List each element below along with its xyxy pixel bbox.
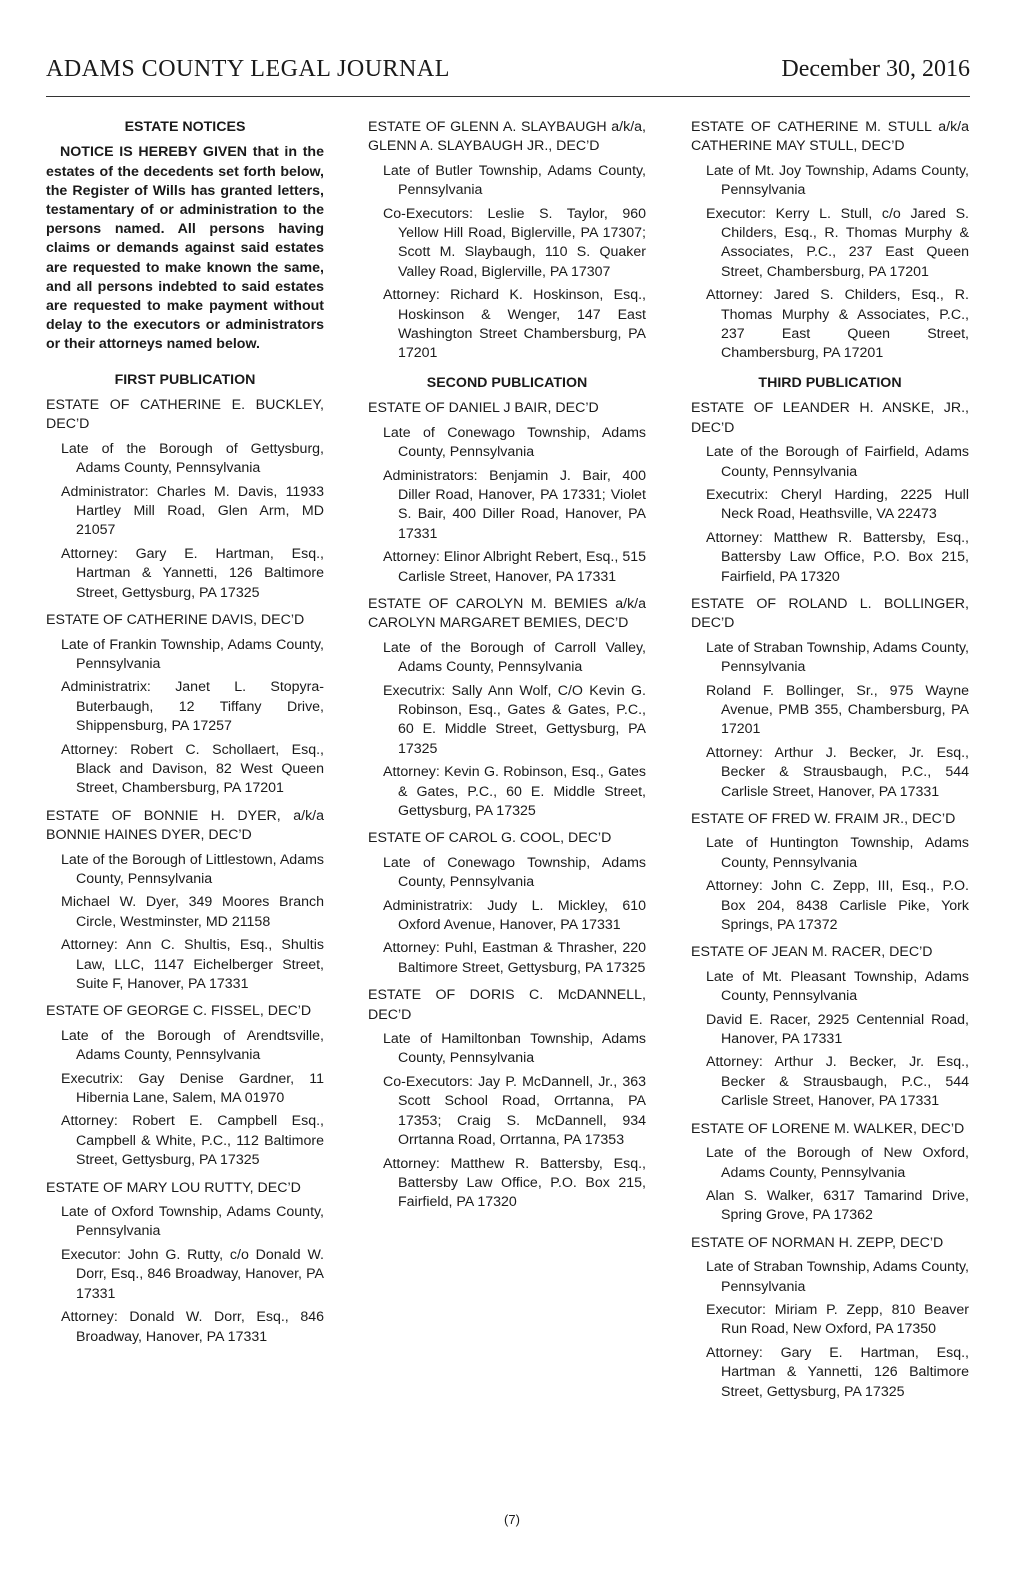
estate-name: ESTATE OF CATHERINE DAVIS, DEC’D: [46, 612, 305, 629]
estate-detail: Alan S. Walker, 6317 Tamarind Drive, Spring Grove, PA 17362: [706, 1187, 969, 1224]
estate-notice: [691, 943, 969, 1111]
section-heading: SECOND PUBLICATION: [426, 374, 588, 391]
estate-detail: Late of Conewago Township, Adams County, Pennsylvania: [383, 424, 646, 461]
estate-name: ESTATE OF DORIS C. McDANNELL, DEC’D: [368, 987, 646, 1023]
estate-detail: Late of Huntington Township, Adams County, Pennsylvania: [706, 835, 969, 871]
issue-date: December 30, 2016: [781, 56, 970, 82]
estate-detail: Executrix: Cheryl Harding, 2225 Hull Neck Road, Heathsville, VA 22473: [706, 486, 969, 523]
section-heading: FIRST PUBLICATION: [114, 371, 256, 388]
estate-notice: [368, 829, 646, 978]
estate-notice: [368, 399, 646, 587]
estate-detail: Attorney: Jared S. Childers, Esq., R. Thomas Murphy & Associates, P.C., 237 East Queen Street, Chambersburg, PA 17201: [706, 287, 969, 362]
estate-detail: Attorney: Kevin G. Robinson, Esq., Gates & Gates, P.C., 60 E. Middle Street, Gettysburg, PA 17325: [383, 764, 646, 819]
masthead: [46, 52, 970, 97]
estate-detail: Late of Oxford Township, Adams County, Pennsylvania: [61, 1204, 324, 1240]
estate-detail: Attorney: Gary E. Hartman, Esq., Hartman & Yannetti, 126 Baltimore Street, Gettysburg, PA 17325: [706, 1344, 969, 1400]
notices-heading: ESTATE NOTICES: [124, 119, 246, 135]
estate-detail: Michael W. Dyer, 349 Moores Branch Circle, Westminster, MD 21158: [61, 894, 324, 930]
estate-detail: Administratrix: Janet L. Stopyra-Buterbaugh, 12 Tiffany Drive, Shippensburg, PA 17257: [61, 679, 324, 735]
estate-name: ESTATE OF DANIEL J BAIR, DEC’D: [368, 400, 599, 417]
estate-detail: Late of Conewago Township, Adams County, Pennsylvania: [383, 854, 646, 891]
estate-notice: [46, 1179, 324, 1347]
estate-detail: Attorney: Richard K. Hoskinson, Esq., Hoskinson & Wenger, 147 East Washington Street Chambersburg, PA 17201: [383, 287, 646, 362]
notice-intro: NOTICE IS HEREBY GIVEN that in the estates of the decedents set forth below, the Register of Wills has granted letters, testamentary of or administration to the persons named. All persons having claims or demands against said estates are requested to make known the same, and all persons indebted to said estates are requested to make payment without delay to the executors or administrators or their attorneys named below.: [46, 144, 324, 353]
estate-detail: Attorney: Robert C. Schollaert, Esq., Black and Davison, 82 West Queen Street, Chambersburg, PA 17201: [61, 741, 324, 797]
estate-detail: Late of Frankin Township, Adams County, Pennsylvania: [61, 636, 324, 672]
estate-notice: [691, 810, 969, 935]
column-3: [691, 118, 969, 1410]
estate-detail: Attorney: Matthew R. Battersby, Esq., Battersby Law Office, P.O. Box 215, Fairfield, PA 17320: [383, 1155, 646, 1211]
estate-detail: Attorney: Arthur J. Becker, Jr. Esq., Becker & Strausbaugh, P.C., 544 Carlisle Street, Hanover, PA 17331: [706, 1054, 969, 1110]
estate-notice: [46, 611, 324, 799]
estate-detail: Executrix: Gay Denise Gardner, 11 Hibernia Lane, Salem, MA 01970: [61, 1070, 324, 1107]
estate-detail: Late of Straban Township, Adams County, Pennsylvania: [706, 639, 969, 676]
estate-detail: Administratrix: Judy L. Mickley, 610 Oxford Avenue, Hanover, PA 17331: [383, 897, 646, 934]
estate-detail: Attorney: Ann C. Shultis, Esq., Shultis Law, LLC, 1147 Eichelberger Street, Suite F, Hanover, PA 17331: [61, 937, 324, 993]
estate-detail: Executrix: Sally Ann Wolf, C/O Kevin G. Robinson, Esq., Gates & Gates, P.C., 60 E. Middle Street, Gettysburg, PA 17325: [383, 682, 646, 757]
estate-name: ESTATE OF MARY LOU RUTTY, DEC’D: [46, 1179, 301, 1196]
estate-detail: Late of the Borough of Littlestown, Adams County, Pennsylvania: [61, 851, 324, 887]
estate-name: ESTATE OF CATHERINE E. BUCKLEY, DEC’D: [46, 397, 324, 433]
column-2: [368, 118, 646, 1221]
estate-notice: [368, 118, 646, 364]
estate-detail: David E. Racer, 2925 Centennial Road, Hanover, PA 17331: [706, 1011, 969, 1048]
estate-name: ESTATE OF GEORGE C. FISSEL, DEC’D: [46, 1003, 312, 1020]
estate-detail: Co-Executors: Leslie S. Taylor, 960 Yellow Hill Road, Biglerville, PA 17307; Scott M. Slaybaugh, 110 S. Quaker Valley Road, Biglerville, PA 17307: [383, 205, 646, 280]
estate-notice: [46, 396, 324, 603]
estate-name: ESTATE OF LORENE M. WALKER, DEC’D: [691, 1120, 965, 1137]
estate-detail: Executor: Miriam P. Zepp, 810 Beaver Run Road, New Oxford, PA 17350: [706, 1301, 969, 1338]
estate-notice: [691, 399, 969, 587]
estate-name: ESTATE OF CATHERINE M. STULL a/k/a CATHERINE MAY STULL, DEC’D: [691, 119, 969, 155]
estate-notice: [368, 986, 646, 1212]
estate-notice: [46, 1002, 324, 1170]
estate-notice: [691, 118, 969, 364]
estate-detail: Administrator: Charles M. Davis, 11933 Hartley Mill Road, Glen Arm, MD 21057: [61, 483, 324, 539]
estate-detail: Late of Hamiltonban Township, Adams County, Pennsylvania: [383, 1031, 646, 1067]
estate-detail: Late of Butler Township, Adams County, Pennsylvania: [383, 162, 646, 199]
estate-detail: Roland F. Bollinger, Sr., 975 Wayne Avenue, PMB 355, Chambersburg, PA 17201: [706, 682, 969, 738]
estate-name: ESTATE OF CAROLYN M. BEMIES a/k/a CAROLYN MARGARET BEMIES, DEC’D: [368, 595, 646, 632]
estate-detail: Attorney: Puhl, Eastman & Thrasher, 220 Baltimore Street, Gettysburg, PA 17325: [383, 940, 646, 976]
estate-detail: Attorney: Gary E. Hartman, Esq., Hartman & Yannetti, 126 Baltimore Street, Gettysburg, PA 17325: [61, 545, 324, 601]
estate-detail: Attorney: Arthur J. Becker, Jr. Esq., Becker & Strausbaugh, P.C., 544 Carlisle Street, Hanover, PA 17331: [706, 744, 969, 800]
journal-title: ADAMS COUNTY LEGAL JOURNAL: [46, 56, 450, 82]
page-number: (7): [504, 1512, 520, 1527]
estate-detail: Executor: John G. Rutty, c/o Donald W. Dorr, Esq., 846 Broadway, Hanover, PA 17331: [61, 1246, 324, 1302]
estate-detail: Executor: Kerry L. Stull, c/o Jared S. Childers, Esq., R. Thomas Murphy & Associates, P.C., 237 East Queen Street, Chambersburg, PA 17201: [706, 205, 969, 280]
estate-detail: Late of the Borough of Fairfield, Adams County, Pennsylvania: [706, 444, 969, 480]
estate-name: ESTATE OF GLENN A. SLAYBAUGH a/k/a, GLENN A. SLAYBAUGH JR., DEC’D: [368, 119, 646, 155]
estate-name: ESTATE OF LEANDER H. ANSKE, JR., DEC’D: [691, 400, 969, 436]
estate-name: ESTATE OF JEAN M. RACER, DEC’D: [691, 944, 933, 961]
estate-detail: Late of the Borough of Gettysburg, Adams County, Pennsylvania: [61, 440, 324, 477]
estate-name: ESTATE OF CAROL G. COOL, DEC’D: [368, 830, 612, 847]
estate-detail: Late of the Borough of New Oxford, Adams County, Pennsylvania: [706, 1145, 969, 1181]
estate-detail: Late of the Borough of Carroll Valley, Adams County, Pennsylvania: [383, 639, 646, 676]
estate-notice: [691, 595, 969, 802]
estate-detail: Late of the Borough of Arendtsville, Adams County, Pennsylvania: [61, 1027, 324, 1064]
estate-detail: Late of Mt. Pleasant Township, Adams County, Pennsylvania: [706, 968, 969, 1005]
estate-detail: Late of Mt. Joy Township, Adams County, Pennsylvania: [706, 162, 969, 199]
estate-name: ESTATE OF FRED W. FRAIM JR., DEC’D: [691, 811, 956, 827]
estate-detail: Attorney: Donald W. Dorr, Esq., 846 Broadway, Hanover, PA 17331: [61, 1309, 324, 1345]
column-1: [46, 118, 324, 1355]
estate-notice: [46, 807, 324, 995]
estate-detail: Attorney: Robert E. Campbell Esq., Campbell & White, P.C., 112 Baltimore Street, Gettysburg, PA 17325: [61, 1113, 324, 1169]
estate-detail: Attorney: John C. Zepp, III, Esq., P.O. Box 204, 8438 Carlisle Pike, York Springs, PA 17372: [706, 878, 969, 934]
estate-notice: [691, 1120, 969, 1226]
estate-name: ESTATE OF NORMAN H. ZEPP, DEC’D: [691, 1234, 944, 1251]
estate-detail: Attorney: Matthew R. Battersby, Esq., Battersby Law Office, P.O. Box 215, Fairfield, PA 17320: [706, 529, 969, 585]
estate-detail: Late of Straban Township, Adams County, Pennsylvania: [706, 1259, 969, 1295]
estate-detail: Co-Executors: Jay P. McDannell, Jr., 363 Scott School Road, Orrtanna, PA 17353; Craig S. McDannell, 934 Orrtanna Road, Orrtanna, PA 17353: [383, 1073, 646, 1149]
estate-notice: [368, 595, 646, 821]
estate-detail: Administrators: Benjamin J. Bair, 400 Diller Road, Hanover, PA 17331; Violet S. Bair, 400 Diller Road, Hanover, PA 17331: [383, 467, 646, 542]
estate-notice: [691, 1234, 969, 1402]
section-heading: THIRD PUBLICATION: [758, 374, 902, 391]
estate-detail: Attorney: Elinor Albright Rebert, Esq., 515 Carlisle Street, Hanover, PA 17331: [383, 549, 646, 585]
estate-name: ESTATE OF BONNIE H. DYER, a/k/a BONNIE HAINES DYER, DEC’D: [46, 807, 324, 844]
estate-name: ESTATE OF ROLAND L. BOLLINGER, DEC’D: [691, 595, 969, 632]
